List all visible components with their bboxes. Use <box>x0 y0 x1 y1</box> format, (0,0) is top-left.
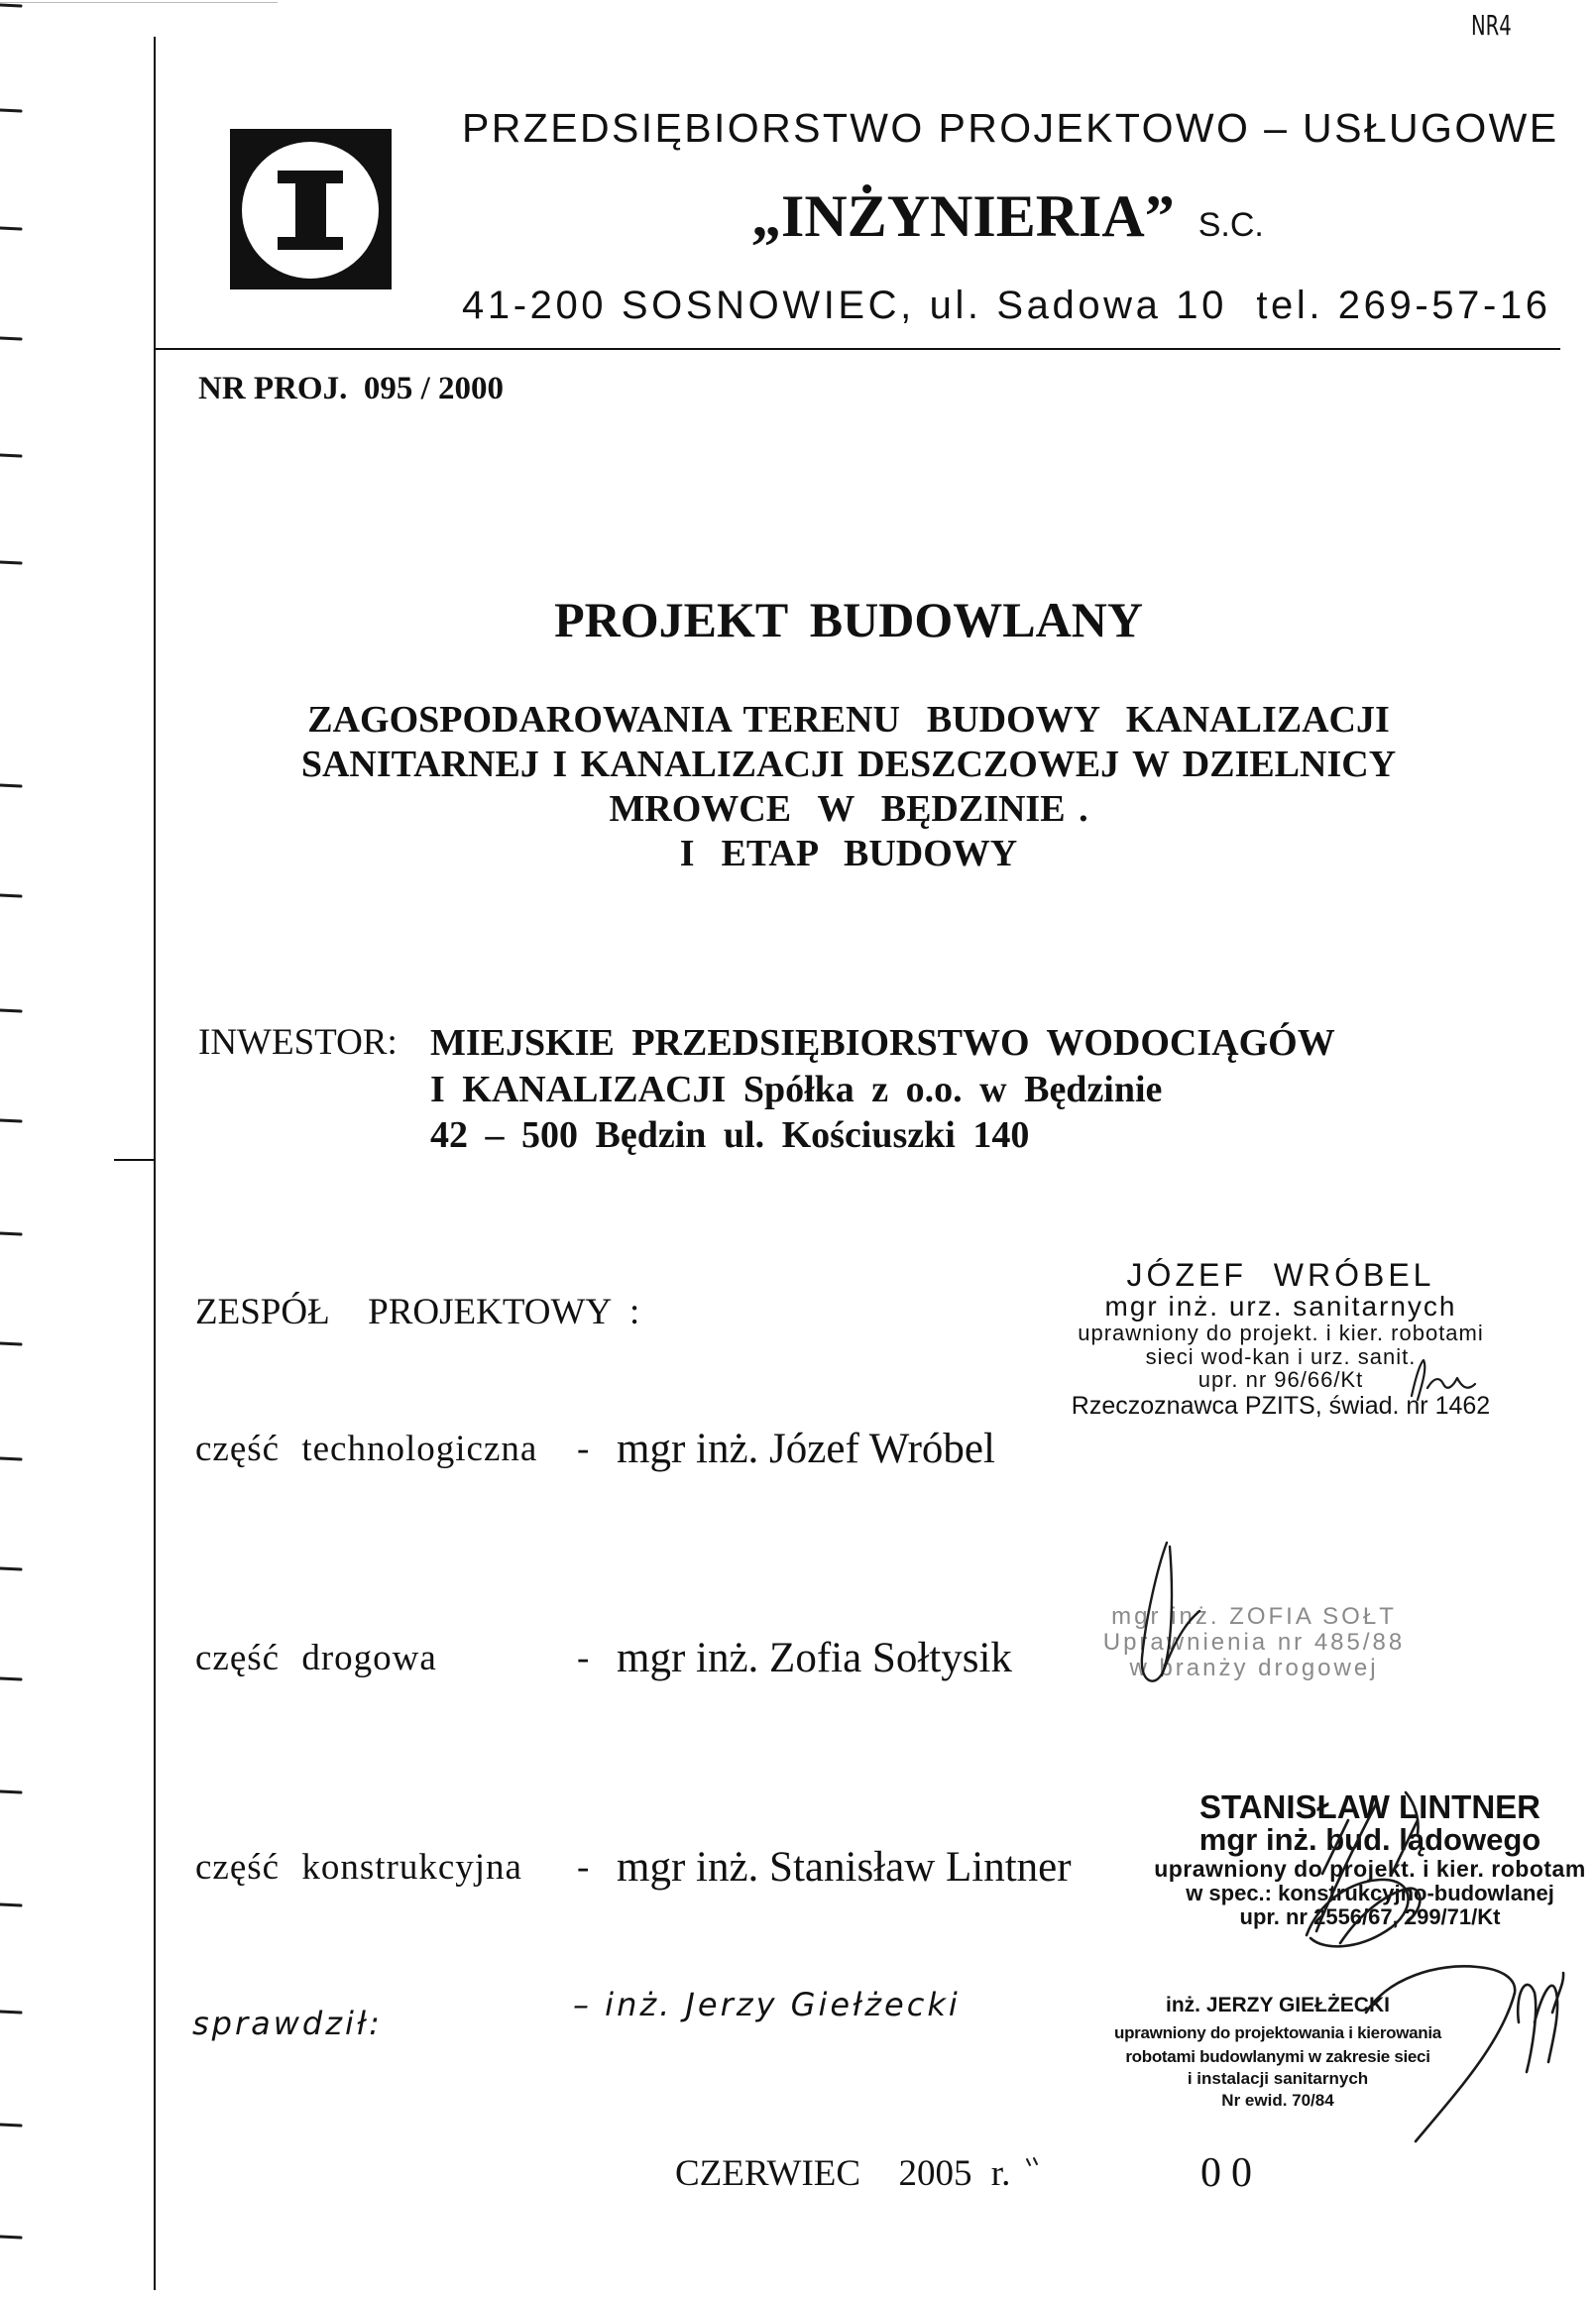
company-name: „INŻYNIERIA” <box>751 183 1175 249</box>
margin-tick <box>0 1010 21 1011</box>
company-logo-icon <box>230 129 392 289</box>
team-member-dash: - <box>577 1847 590 1888</box>
stamp-line: w branży drogowej <box>1129 1655 1379 1681</box>
stamp-line: uprawniony do projekt. i kier. robotam <box>1154 1856 1586 1882</box>
team-label: ZESPÓŁ PROJEKTOWY : <box>195 1292 640 1332</box>
team-member-part: część drogowa <box>195 1638 437 1678</box>
margin-tick <box>0 895 21 896</box>
team-member-name: mgr inż. Zofia Sołtysik <box>617 1635 1012 1681</box>
margin-tick <box>0 1791 21 1792</box>
team-member-name: mgr inż. Stanisław Lintner <box>617 1844 1072 1891</box>
left-margin-line <box>154 37 156 2290</box>
team-member-row <box>0 1634 1090 1683</box>
margin-tick <box>0 2125 21 2126</box>
checker-label: sprawdził: <box>192 2005 383 2042</box>
stamp-line: mgr inż. ZOFIA SOŁT <box>1111 1604 1397 1630</box>
margin-tick <box>0 338 21 339</box>
stamp-line: STANISŁAW LINTNER <box>1198 1790 1541 1825</box>
team-member-part: część technologiczna <box>195 1429 538 1469</box>
margin-tick <box>0 1343 21 1344</box>
stamp-gielzecki <box>1084 1990 1471 2112</box>
margin-tick <box>0 5 21 6</box>
margin-tick <box>0 455 21 456</box>
stamp-line: Nr ewid. 70/84 <box>1221 2091 1334 2110</box>
subtitle-line: I ETAP BUDOWY <box>679 833 1018 874</box>
stamp-line: Uprawnienia nr 485/88 <box>1102 1629 1406 1656</box>
investor-line: I KANALIZACJI Spółka z o.o. w Będzinie <box>430 1068 1163 1110</box>
margin-tick <box>0 1568 21 1569</box>
stamp-line: mgr inż. urz. sanitarnych <box>1104 1291 1457 1322</box>
investor-line: MIEJSKIE PRZEDSIĘBIORSTWO WODOCIĄGÓW <box>430 1022 1335 1064</box>
margin-tick <box>0 785 21 786</box>
company-suffix: S.C. <box>1197 206 1264 244</box>
team-member-part: część konstrukcyjna <box>195 1847 522 1888</box>
margin-tick <box>0 228 21 229</box>
stamp-line: sieci wod-kan i urz. sanit. <box>1145 1344 1417 1369</box>
investor-label: INWESTOR: <box>198 1022 398 1063</box>
subtitle-line: ZAGOSPODAROWANIA TERENU BUDOWY KANALIZACJI <box>307 699 1390 741</box>
checker-name: – inż. Jerzy Giełżecki <box>573 1986 961 2023</box>
team-member-row <box>0 1425 1090 1474</box>
margin-tick <box>0 562 21 563</box>
stamp-line: i instalacji sanitarnych <box>1187 2069 1369 2088</box>
investor-line: 42 – 500 Będzin ul. Kościuszki 140 <box>430 1114 1030 1156</box>
margin-tick <box>0 1120 21 1121</box>
subtitle-line: SANITARNEJ I KANALIZACJI DESZCZOWEJ W DZIELNICY <box>300 744 1397 785</box>
team-member-row <box>0 1843 1090 1893</box>
team-member-dash: - <box>577 1638 590 1678</box>
stamp-wrobel <box>1033 1258 1529 1421</box>
margin-tick <box>0 1233 21 1234</box>
margin-tick <box>0 2012 21 2013</box>
company-name-row <box>751 178 1264 254</box>
stamp-line: uprawniony do projektowania i kierowania <box>1114 2023 1441 2042</box>
stamp-line: JÓZEF WRÓBEL <box>1126 1258 1435 1293</box>
document-date: CZERWIEC 2005 r. <box>675 2153 1011 2194</box>
page-number: 00 <box>1200 2150 1262 2196</box>
stamp-line: upr. nr 96/66/Kt <box>1197 1367 1364 1392</box>
margin-tick <box>0 110 21 111</box>
stamp-lintner <box>1145 1790 1595 1929</box>
team-member-dash: - <box>577 1429 590 1469</box>
margin-tick <box>0 1904 21 1905</box>
stamp-line: w spec.: konstrukcyjno-budowlanej <box>1186 1881 1554 1905</box>
stamp-line: robotami budowlanymi w zakresie sieci <box>1125 2047 1430 2066</box>
stamp-line: mgr inż. bud. lądowego <box>1198 1822 1541 1857</box>
team-member-name: mgr inż. Józef Wróbel <box>617 1426 995 1472</box>
stamp-line: uprawniony do projekt. i kier. robotami <box>1078 1321 1484 1345</box>
investor-details <box>430 1020 1335 1159</box>
document-title: PROJEKT BUDOWLANY <box>554 592 1143 647</box>
company-address: 41-200 SOSNOWIEC, ul. Sadowa 10 tel. 269-57-16 <box>462 284 1551 327</box>
stamp-soltysik <box>1071 1604 1437 1681</box>
document-subtitle <box>254 698 1443 876</box>
project-number: NR PROJ. 095 / 2000 <box>198 371 504 406</box>
stamp-line: Rzeczoznawca PZITS, świad. nr 1462 <box>1071 1392 1491 1420</box>
stamp-line: inż. JERZY GIEŁŻECKI <box>1166 1994 1390 2016</box>
header-divider <box>155 348 1560 350</box>
subtitle-line: MROWCE W BĘDZINIE . <box>609 788 1088 830</box>
corner-note: NR4 <box>1471 9 1512 42</box>
margin-tick <box>0 2237 21 2238</box>
margin-ticks <box>0 5 21 2238</box>
stamp-line: upr. nr 2556/67, 299/71/Kt <box>1239 1904 1501 1929</box>
date-stray-mark <box>1027 2158 1037 2165</box>
margin-fold-mark <box>114 1159 155 1161</box>
top-edge-line <box>0 2 278 3</box>
company-line: PRZEDSIĘBIORSTWO PROJEKTOWO – USŁUGOWE <box>462 105 1559 151</box>
